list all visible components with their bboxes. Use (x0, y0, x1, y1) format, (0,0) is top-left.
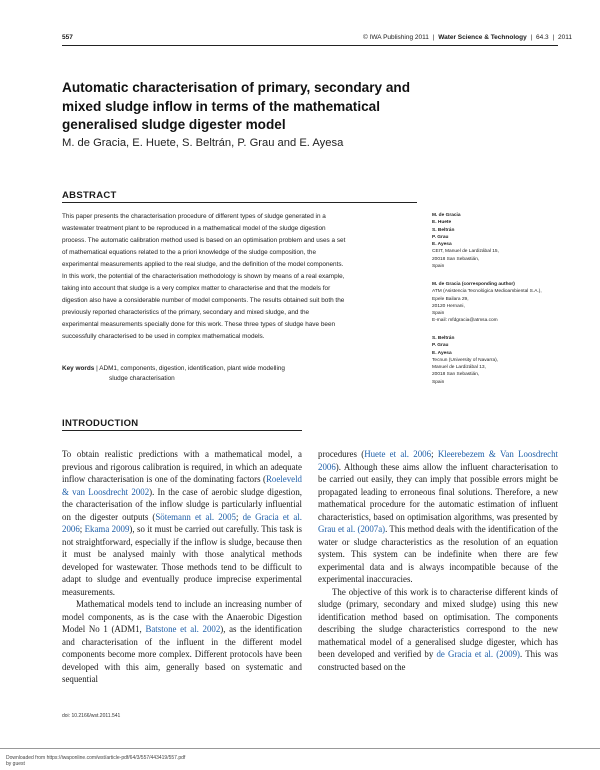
keywords-continued: sludge characterisation (109, 375, 175, 382)
download-url: Downloaded from https://iwaponline.com/wst/article-pdf/64/3/557/443419/557.pdf (6, 755, 186, 761)
keywords-label: Key words (62, 365, 95, 372)
year: 2011 (558, 34, 572, 41)
running-header: © IWA Publishing 2011 | Water Science & Technology | 64.3 | 2011 (363, 34, 572, 41)
paragraph-text: ). Although these aims allow the influent characterisation to be carried out easily, they can imply that possible errors might be propagated leading to erroneous final solutions. Therefore, a new mathematical procedure for the automatic estimation of influent characteristics, based on optimisation algorithms, was presented by (318, 461, 558, 522)
footer-rule (0, 748, 600, 749)
page-number: 557 (62, 34, 73, 41)
affiliation-address-line: Spain (432, 264, 445, 270)
affiliation-address-line: Manuel de Lardizábal 13, (432, 365, 486, 371)
download-by: by guest (6, 761, 25, 767)
affiliation-block-tecnun (432, 335, 558, 386)
abstract-line: successfully characterised to be used in complex mathematical models. (62, 333, 265, 340)
paragraph-text: ; (431, 449, 438, 459)
abstract-line: process. The automatic calibration method used is based on an optimisation problem and uses a set (62, 237, 346, 244)
affiliation-address-line: Spain (432, 379, 445, 385)
abstract-line: This paper presents the characterisation procedure of different types of sludge generated in a (62, 213, 326, 220)
abstract-line: experimental measurements applied to the real sludge, and the definition of the model components. (62, 261, 344, 268)
affiliation-address-line: E-mail: mfdgracia@atmsa.com (432, 318, 498, 324)
keywords (62, 363, 285, 375)
column-left (62, 448, 302, 686)
affiliation-address-line: Spain (432, 311, 445, 317)
affiliation-author: S. Beltrán (432, 336, 455, 341)
abstract-line: In this work, the potential of the characterisation methodology is shown by means of a real example, (62, 273, 345, 280)
paragraph-text: To obtain realistic predictions with a mathematical model, a previous and rigorous calibration is required, in which an adequate inflow characterisation is one of the dominating factors ( (62, 449, 302, 484)
abstract-line: experimental measurements specially done for this work. These three types of sludge have been (62, 321, 336, 328)
affiliation-author: M. de Gracia (corresponding author) (432, 282, 515, 287)
affiliation-author: E. Ayesa (432, 242, 452, 248)
abstract-line: digestion also have a considerable number of model components. The results obtained suit both the (62, 297, 345, 304)
paragraph-text: . This method deals with the identification of the water or sludge characteristics as the resolution of an equation system. This system can be indefinite when there are few experimental data and is always incompatible because of the experimental inaccuracies. (318, 524, 558, 584)
citation-link[interactable]: de Gracia et al. 2006 (62, 511, 302, 534)
introduction-heading: INTRODUCTION (62, 418, 139, 429)
column-right (318, 448, 558, 673)
volume: 64.3 (536, 34, 549, 41)
affiliation-block-ceit (432, 212, 558, 270)
affiliation-address-line: CEIT, Manuel de Lardizábal 15, (432, 249, 499, 255)
author-list: M. de Gracia, E. Huete, S. Beltrán, P. Grau and E. Ayesa (62, 137, 344, 149)
citation-link[interactable]: Grau et al. (2007a) (318, 524, 386, 534)
paragraph-text: ; (79, 524, 85, 534)
affiliation-address-line: Tecnun (University of Navarra), (432, 357, 499, 363)
affiliation-author: E. Huete (432, 220, 452, 226)
paragraph-text: . This was constructed based on the (318, 649, 559, 672)
affiliation-block-atm (432, 281, 558, 325)
abstract-line: of mathematical equations related to the a priori knowledge of the sludge composition, the (62, 249, 317, 256)
paragraph-text: Mathematical models tend to include an increasing number of model components, as is the case with the Anaerobic Digestion Model No 1 (ADM1, (62, 599, 302, 634)
affiliation-address-line: Epele Bailara 29, (432, 296, 469, 302)
paper-title: Automatic characterisation of primary, secondary and mixed sludge inflow in terms of the mathematical generalised sludge digester model (62, 80, 411, 133)
abstract-line: taking into account that sludge is a very complex matter to characterise and that the models for (62, 285, 331, 292)
affiliation-address-line: 20018 San Sebastián, (432, 256, 480, 262)
paragraph-text: ), as the identification and characterisation of the influent in the different model components become more complex. Different protocols have been developed with this aim, generally based on systematic and sequential (62, 624, 303, 684)
copyright: © IWA Publishing 2011 (363, 34, 429, 41)
intro-paragraph-1 (62, 448, 302, 598)
paragraph-text: ). In the case of aerobic sludge digestion, the characterisation of the inflow sludge is particularly influential on the digester outputs ( (62, 486, 302, 522)
affiliation-author: P. Grau (432, 234, 449, 240)
abstract-body (62, 211, 417, 343)
intro-paragraph-2 (62, 598, 302, 686)
header-rule (62, 45, 558, 46)
affiliation-address-line: ATM (Asistencia Tecnológica Medioambiental S.A.), (432, 289, 542, 295)
paragraph-text: ), so it must be carried out carefully. This task is not straightforward, especially if the inflow is sludge, because then it must be analysed mainly with those analytical methods developed for wastewater. Those methods tend to be difficult to adapt to sludge and eventually produce imprecise experimental measurements. (62, 524, 303, 597)
paragraph-text: The objective of this work is to characterise different kinds of sludge (primary, secondary and mixed sludge) using this new identification method based on optimisation. The components describing the sludge characteristics correspond to the new mathematical model of a generalised sludge digester, which has been developed and verified by (318, 586, 558, 659)
citation-link[interactable]: de Gracia et al. (2009) (436, 649, 520, 659)
intro-paragraph-4 (318, 586, 558, 674)
citation-link[interactable]: Sötemann et al. 2005 (155, 511, 236, 522)
introduction-rule (62, 430, 302, 431)
intro-paragraph-3 (318, 448, 558, 586)
download-notice (6, 755, 185, 767)
citation-link[interactable]: Batstone et al. 2002 (145, 624, 221, 634)
paragraph-text: ; (236, 511, 243, 522)
affiliation-author: M. de Gracia (432, 213, 461, 218)
citation-link[interactable]: Ekama 2009 (84, 524, 130, 534)
journal-name: Water Science & Technology (438, 34, 527, 41)
abstract-line: previously reported characteristics of the primary, secondary and mixed sludge, and the (62, 309, 310, 316)
citation-link[interactable]: Huete et al. 2006 (364, 449, 432, 459)
affiliation-author: P. Grau (432, 343, 449, 349)
affiliation-author: S. Beltrán (432, 227, 455, 233)
citation-link[interactable]: Kleerebezem & Van Loosdrecht 2006 (318, 449, 558, 472)
doi: doi: 10.2166/wst.2011.541 (62, 713, 121, 719)
citation-link[interactable]: Roeleveld & van Loosdrecht 2002 (62, 474, 302, 497)
keywords-list: | ADM1, components, digestion, identification, plant wide modelling (96, 365, 285, 372)
affiliation-address-line: 20018 San Sebastián, (432, 372, 480, 378)
abstract-line: wastewater treatment plant to be reproduced in a mathematical model of the sludge digestion (62, 225, 326, 232)
affiliation-address-line: 20120 Hernani, (432, 303, 465, 309)
paragraph-text: procedures ( (318, 449, 365, 459)
affiliation-author: E. Ayesa (432, 350, 452, 356)
abstract-heading: ABSTRACT (62, 190, 117, 201)
abstract-rule (62, 202, 417, 203)
